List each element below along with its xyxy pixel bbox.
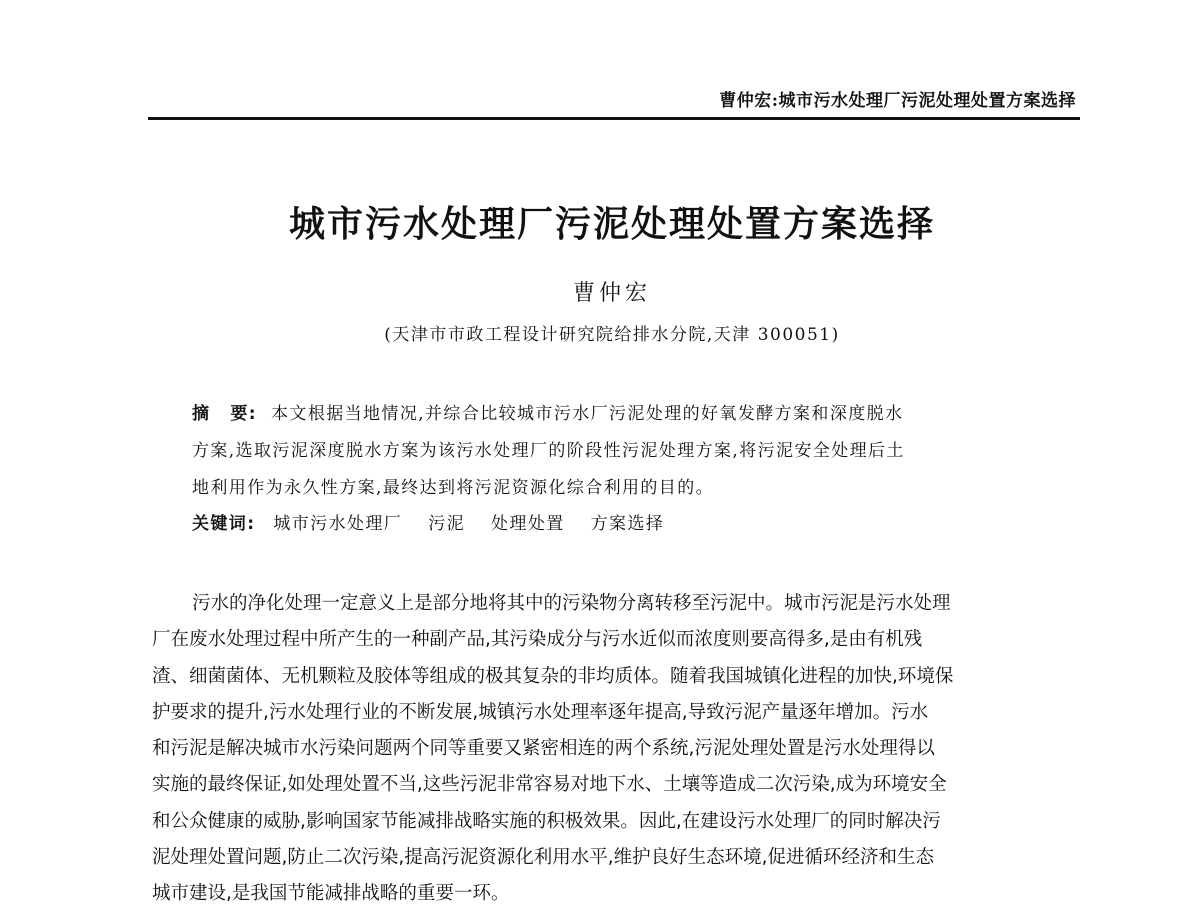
running-header: 曹仲宏:城市污水处理厂污泥处理处置方案选择: [719, 91, 1076, 111]
abstract-label-part1: 摘: [192, 404, 211, 424]
body-line: 泥处理处置问题,防止二次污染,提高污泥资源化利用水平,维护良好生态环境,促进循环经济和生态: [152, 847, 935, 869]
author-affiliation: (天津市市政工程设计研究院给排水分院,天津 300051): [384, 325, 840, 345]
body-paragraph: [152, 586, 1080, 913]
keyword: 污泥: [428, 514, 466, 534]
keywords: [192, 509, 690, 534]
keyword: 方案选择: [590, 514, 665, 534]
body-line: 厂在废水处理过程中所产生的一种副产品,其污染成分与污水近似而浓度则要高得多,是由有机残: [152, 629, 923, 651]
abstract-line: 本文根据当地情况,并综合比较城市污水厂污泥处理的好氧发酵方案和深度脱水: [271, 404, 904, 424]
abstract-line: 地利用作为永久性方案,最终达到将污泥资源化综合利用的目的。: [192, 478, 715, 498]
abstract: [192, 396, 1052, 507]
body-line: [152, 586, 1080, 622]
body-line: 护要求的提升,污水处理行业的不断发展,城镇污水处理率逐年提高,导致污泥产量逐年增加。污水: [152, 701, 929, 723]
abstract-label-part2: 要:: [230, 404, 258, 424]
body-line-text: 污水的净化处理一定意义上是部分地将其中的污染物分离转移至污泥中。城市污泥是污水处理: [192, 593, 951, 614]
header-rule: [148, 117, 1080, 120]
body-line: 实施的最终保证,如处理处置不当,这些污泥非常容易对地下水、土壤等造成二次污染,成为环境安全: [152, 774, 947, 796]
keyword: 处理处置: [491, 514, 565, 534]
body-line: 渣、细菌菌体、无机颗粒及胶体等组成的极其复杂的非均质体。随着我国城镇化进程的加快,环境保: [152, 665, 954, 687]
paper-title: 城市污水处理厂污泥处理处置方案选择: [288, 204, 935, 245]
keywords-label: 关键词:: [192, 514, 256, 534]
author-name: 曹仲宏: [572, 281, 651, 306]
body-line: 和公众健康的威胁,影响国家节能减排战略实施的积极效果。因此,在建设污水处理厂的同时解决污: [152, 810, 941, 832]
abstract-label: [192, 404, 257, 424]
abstract-line: 方案,选取污泥深度脱水方案为该污水处理厂的阶段性污泥处理方案,将污泥安全处理后土: [192, 441, 905, 461]
keyword: 城市污水处理厂: [273, 514, 403, 534]
body-line: 和污泥是解决城市水污染问题两个同等重要又紧密相连的两个系统,污泥处理处置是污水处理得以: [152, 738, 935, 760]
body-line: 城市建设,是我国节能减排战略的重要一环。: [152, 883, 510, 905]
